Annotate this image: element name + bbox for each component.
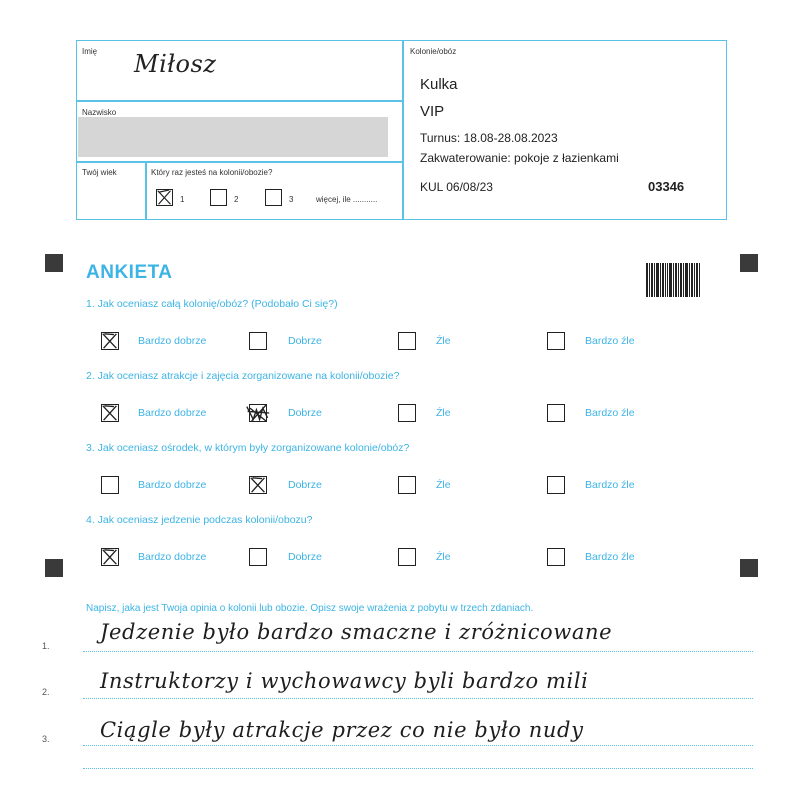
check-mark-icon [102, 405, 118, 421]
first-name-label: Imię [82, 47, 98, 56]
accommodation: Zakwaterowanie: pokoje z łazienkami [420, 151, 619, 165]
q4-checkbox-bardzo-zle[interactable] [547, 548, 565, 566]
q4-label-dobrze: Dobrze [288, 551, 322, 563]
registration-mark-bottom-left [45, 559, 63, 577]
q1-label-bardzo-dobrze: Bardzo dobrze [138, 335, 207, 347]
q1-label-dobrze: Dobrze [288, 335, 322, 347]
q4-label-zle: Źle [436, 551, 451, 563]
q2-checkbox-dobrze[interactable] [249, 404, 267, 422]
header-divider-vertical [402, 40, 404, 220]
q3-label-bardzo-zle: Bardzo źle [585, 479, 635, 491]
q1-label-bardzo-zle: Bardzo źle [585, 335, 635, 347]
survey-title: ANKIETA [86, 262, 173, 283]
q4-label-bardzo-zle: Bardzo źle [585, 551, 635, 563]
writing-line-2 [83, 698, 753, 699]
q3-checkbox-dobrze[interactable] [249, 476, 267, 494]
question-1: 1. Jak oceniasz całą kolonię/obóz? (Podobało Ci się?) [86, 298, 338, 310]
q3-checkbox-zle[interactable] [398, 476, 416, 494]
q2-checkbox-bardzo-zle[interactable] [547, 404, 565, 422]
header-divider-age-vertical [145, 161, 147, 220]
q4-checkbox-bardzo-dobrze[interactable] [101, 548, 119, 566]
writing-line-4 [83, 768, 753, 769]
question-2: 2. Jak oceniasz atrakcje i zajęcia zorganizowane na kolonii/obozie? [86, 370, 400, 382]
registration-mark-bottom-right [740, 559, 758, 577]
camp-label: Kolonie/obóz [410, 47, 457, 56]
q3-checkbox-bardzo-dobrze[interactable] [101, 476, 119, 494]
times-label: Który raz jesteś na kolonii/obozie? [151, 168, 273, 177]
camp-type: VIP [420, 103, 445, 120]
handwritten-answer-3: Ciągle były atrakcje przez co nie było nudy [100, 718, 584, 742]
q1-checkbox-zle[interactable] [398, 332, 416, 350]
line-number-2: 2. [42, 687, 50, 697]
check-mark-icon [102, 333, 118, 349]
q1-label-zle: Źle [436, 335, 451, 347]
last-name-label: Nazwisko [82, 108, 117, 117]
q2-label-bardzo-zle: Bardzo źle [585, 407, 635, 419]
q1-checkbox-bardzo-zle[interactable] [547, 332, 565, 350]
camp-code: KUL 06/08/23 [420, 180, 493, 194]
times-option-1: 1 [180, 195, 185, 204]
check-mark-icon [157, 190, 172, 205]
handwritten-answer-2: Instruktorzy i wychowawcy byli bardzo mili [100, 669, 589, 693]
registration-mark-top-right [740, 254, 758, 272]
question-3: 3. Jak oceniasz ośrodek, w którym były zorganizowane kolonie/obóz? [86, 442, 410, 454]
times-checkbox-2[interactable] [210, 189, 227, 206]
first-name-value: Miłosz [134, 50, 217, 78]
check-mark-icon [250, 405, 266, 421]
handwritten-answer-1: Jedzenie było bardzo smaczne i zróżnicowane [100, 620, 613, 644]
q2-checkbox-zle[interactable] [398, 404, 416, 422]
question-4: 4. Jak oceniasz jedzenie podczas kolonii/obozu? [86, 514, 313, 526]
times-option-3: 3 [289, 195, 294, 204]
age-label: Twój wiek [82, 168, 117, 177]
times-checkbox-3[interactable] [265, 189, 282, 206]
q2-checkbox-bardzo-dobrze[interactable] [101, 404, 119, 422]
header-divider-age [76, 161, 402, 163]
q4-label-bardzo-dobrze: Bardzo dobrze [138, 551, 207, 563]
barcode [646, 263, 700, 297]
check-mark-icon [250, 477, 266, 493]
writing-line-1 [83, 651, 753, 652]
times-more-label: więcej, ile ........... [316, 195, 378, 204]
header-divider-name [76, 100, 402, 102]
line-number-3: 3. [42, 734, 50, 744]
q1-checkbox-bardzo-dobrze[interactable] [101, 332, 119, 350]
q3-label-bardzo-dobrze: Bardzo dobrze [138, 479, 207, 491]
q3-label-zle: Źle [436, 479, 451, 491]
last-name-redacted [78, 117, 388, 157]
registration-mark-top-left [45, 254, 63, 272]
opinion-instruction: Napisz, jaka jest Twoja opinia o kolonii lub obozie. Opisz swoje wrażenia z pobytu w trzech zdaniach. [86, 603, 534, 614]
q2-label-bardzo-dobrze: Bardzo dobrze [138, 407, 207, 419]
q3-label-dobrze: Dobrze [288, 479, 322, 491]
line-number-1: 1. [42, 641, 50, 651]
times-checkbox-1[interactable] [156, 189, 173, 206]
times-option-2: 2 [234, 195, 239, 204]
q2-label-zle: Źle [436, 407, 451, 419]
camp-name: Kulka [420, 76, 458, 93]
q4-checkbox-dobrze[interactable] [249, 548, 267, 566]
turnus: Turnus: 18.08-28.08.2023 [420, 131, 558, 145]
q4-checkbox-zle[interactable] [398, 548, 416, 566]
q1-checkbox-dobrze[interactable] [249, 332, 267, 350]
writing-line-3 [83, 745, 753, 746]
form-number: 03346 [648, 179, 685, 194]
check-mark-icon [102, 549, 118, 565]
q2-label-dobrze: Dobrze [288, 407, 322, 419]
q3-checkbox-bardzo-zle[interactable] [547, 476, 565, 494]
